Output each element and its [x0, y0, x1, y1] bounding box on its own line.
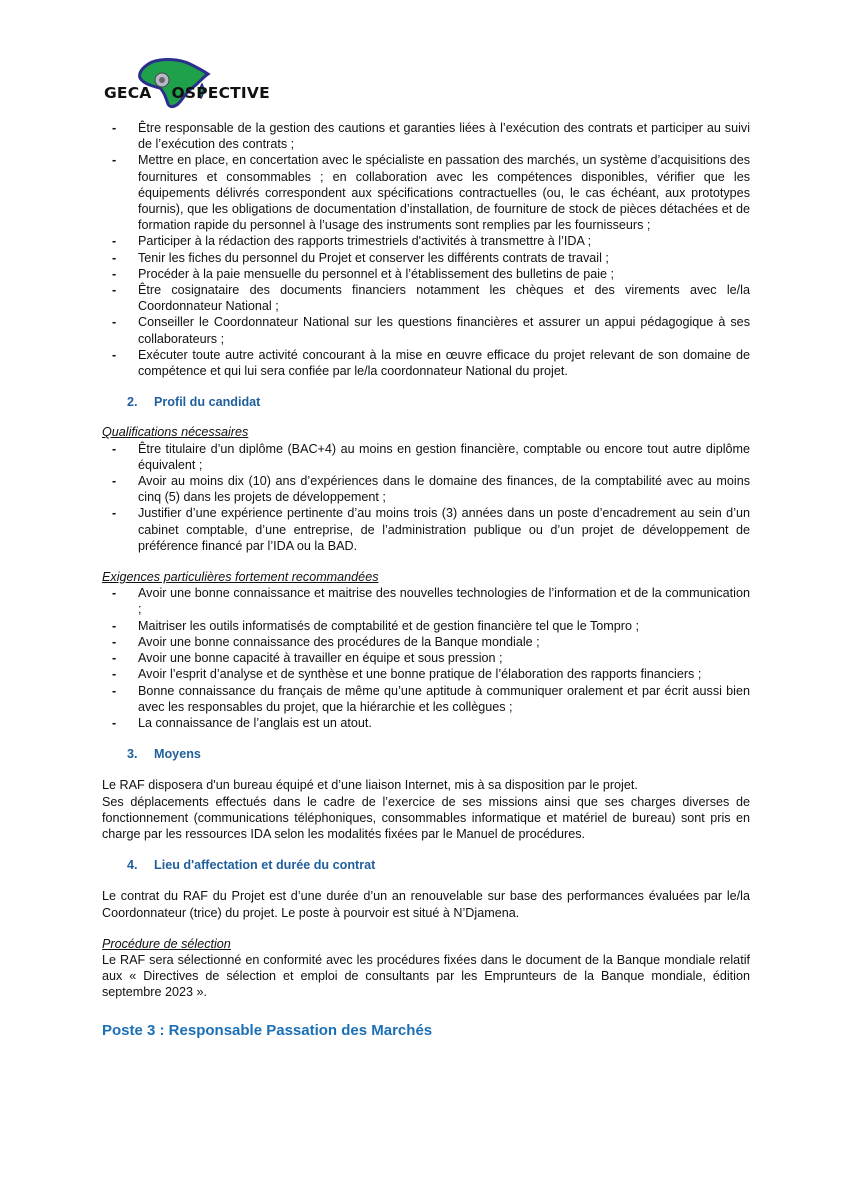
- list-item: - Tenir les fiches du personnel du Projet et conserver les différents contrats de travail ;: [102, 250, 750, 266]
- exigences-list: [102, 585, 750, 731]
- logo-text-right: OSPECTIVE: [171, 84, 270, 102]
- list-item: - Avoir au moins dix (10) ans d’expériences dans le domaine des finances, de la comptabilité avec au moins cinq (5) dans les projets de développement ;: [102, 473, 750, 505]
- procedure-paragraph: Le RAF sera sélectionné en conformité avec les procédures fixées dans le document de la Banque mondiale relatif aux « Directives de sélection et emploi de consultants par les Emprunteurs de la Banque mondiale, édition septembre 2023 ».: [102, 952, 750, 1000]
- poste-3-heading: Poste 3 : Responsable Passation des Marchés: [102, 1021, 433, 1039]
- list-item: - Avoir une bonne capacité à travailler en équipe et sous pression ;: [102, 650, 750, 666]
- section-heading-moyens: [102, 746, 750, 762]
- logo-text-left: GECA: [104, 84, 152, 102]
- section-title: Profil du candidat: [154, 395, 261, 410]
- list-item: - Mettre en place, en concertation avec le spécialiste en passation des marchés, un système d’acquisitions des fournitures et consommables ; en collaboration avec les compétences disponibles, vérifier que les équipements délivrés correspondent aux spécifications contractuelles (ou, le cas échéant, aux prototypes fournis), que les obligations de documentation d’installation, de fourniture de stock de pièces détachées et de formation rapide du personnel à l’usage des instruments sont remplies par les fournisseurs ;: [102, 152, 750, 233]
- section-number: 4.: [127, 858, 138, 873]
- list-item: - Bonne connaissance du français de même qu’une aptitude à communiquer oralement et par écrit aussi bien avec les responsables du projet, que la hiérarchie et les collègues ;: [102, 683, 750, 715]
- list-item: - Avoir une bonne connaissance des procédures de la Banque mondiale ;: [102, 634, 750, 650]
- list-item: - Participer à la rédaction des rapports trimestriels d'activités à transmettre à l’IDA ;: [102, 233, 750, 249]
- document-body: [102, 120, 750, 1039]
- list-item: - Maitriser les outils informatisés de comptabilité et de gestion financière tel que le Tompro ;: [102, 618, 750, 634]
- section-number: 3.: [127, 747, 138, 762]
- logo-wordmark: [104, 84, 270, 102]
- section-heading-lieu: [102, 857, 750, 873]
- list-item: - Avoir l’esprit d’analyse et de synthèse et une bonne pratique de l’élaboration des rapports financiers ;: [102, 666, 750, 682]
- contrat-paragraph: Le contrat du RAF du Projet est d’une durée d’un an renouvelable sur base des performances évaluées par le/la Coordonnateur (trice) du projet. Le poste à pourvoir est situé à N’Djamena.: [102, 889, 750, 920]
- list-item: - Être titulaire d’un diplôme (BAC+4) au moins en gestion financière, comptable ou encore tout autre diplôme équivalent ;: [102, 441, 750, 473]
- section-title: Moyens: [154, 747, 201, 762]
- moyens-paragraph-1: Le RAF disposera d'un bureau équipé et d’une liaison Internet, mis à sa disposition par le projet.: [102, 778, 638, 793]
- list-item: - Procéder à la paie mensuelle du personnel et à l’établissement des bulletins de paie ;: [102, 266, 750, 282]
- list-item: - Conseiller le Coordonnateur National sur les questions financières et assurer un appui pédagogique à ses collaborateurs ;: [102, 314, 750, 346]
- list-item: - Justifier d’une expérience pertinente d’au moins trois (3) années dans un poste d’encadrement au sein d’un cabinet comptable, d’une entreprise, de l’administration publique ou d’un projet de développement de préférence financé par l’IDA ou la BAD.: [102, 505, 750, 554]
- moyens-paragraph-2: Ses déplacements effectués dans le cadre de l’exercice de ses missions ainsi que ses charges diverses de fonctionnement (communications téléphoniques, consommables informatique et matériel de bureau) sont pris en charge par les ressources IDA selon les modalités fixées par le Manuel de procédures.: [102, 794, 750, 841]
- list-item: - La connaissance de l’anglais est un atout.: [102, 715, 750, 731]
- exigences-subheading: Exigences particulières fortement recommandées: [102, 570, 379, 585]
- list-item: - Être responsable de la gestion des cautions et garanties liées à l’exécution des contrats et participer au suivi de l’exécution des contrats ;: [102, 120, 750, 152]
- list-item: - Avoir une bonne connaissance et maitrise des nouvelles technologies de l’information et de la communication ;: [102, 585, 750, 617]
- responsibilities-list: [102, 120, 750, 379]
- gecaprospective-logo: [102, 58, 272, 110]
- procedure-subheading: Procédure de sélection: [102, 936, 231, 951]
- section-title: Lieu d'affectation et durée du contrat: [154, 858, 376, 873]
- qualifications-list: [102, 441, 750, 554]
- section-heading-profil: [102, 394, 750, 410]
- list-item: - Être cosignataire des documents financiers notamment les chèques et des virements avec le/la Coordonnateur National ;: [102, 282, 750, 314]
- qualifications-subheading: Qualifications nécessaires: [102, 425, 249, 440]
- list-item: - Exécuter toute autre activité concourant à la mise en œuvre efficace du projet relevant de son domaine de compétence et qui lui sera confiée par le/la coordonnateur National du projet.: [102, 347, 750, 379]
- section-number: 2.: [127, 395, 138, 410]
